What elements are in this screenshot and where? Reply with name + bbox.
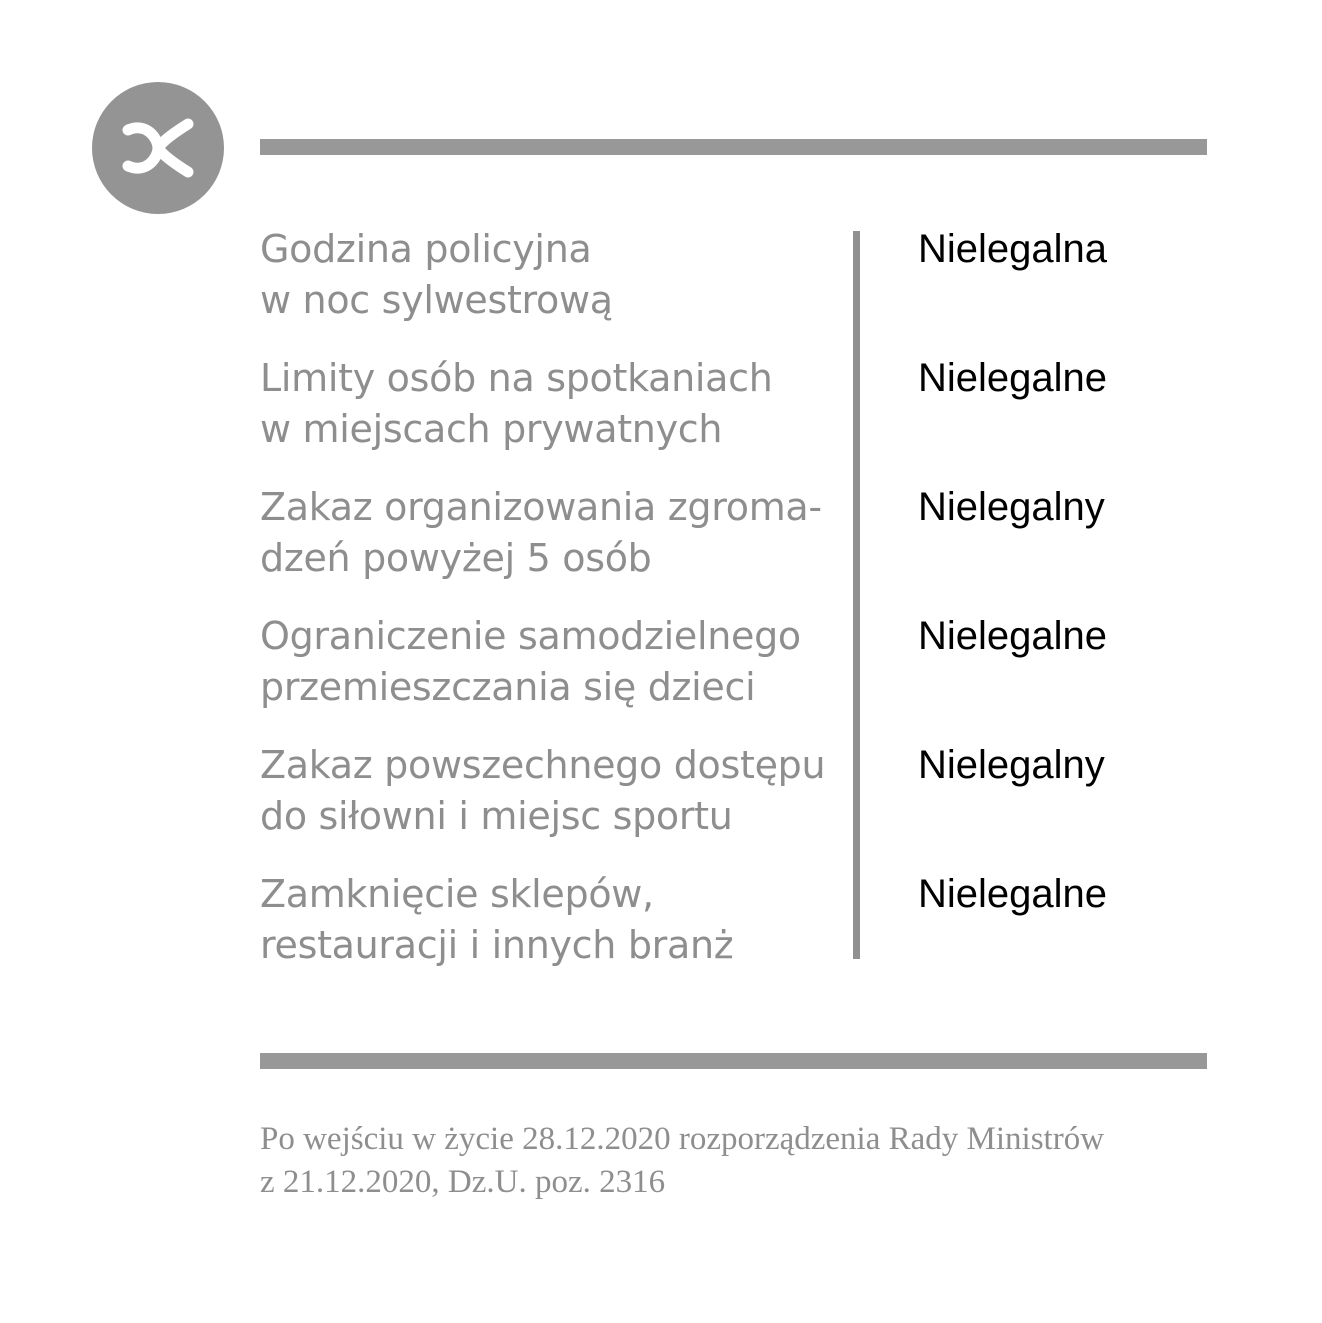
measure-label-line: przemieszczania się dzieci (260, 665, 756, 709)
measure-row (260, 224, 1207, 353)
verdict-label: Nielegalny (918, 743, 1105, 787)
measure-label (260, 224, 840, 326)
footnote-line: z 21.12.2020, Dz.U. poz. 2316 (260, 1164, 666, 1200)
measure-label (260, 482, 840, 584)
measure-label-line: w noc sylwestrową (260, 278, 613, 322)
verdict-label: Nielegalne (918, 356, 1108, 400)
measure-label-line: Limity osób na spotkaniach (260, 356, 773, 400)
top-divider (260, 139, 1207, 155)
legal-footnote (260, 1118, 1250, 1204)
verdict-label: Nielegalny (918, 485, 1105, 529)
brand-logo (92, 82, 224, 214)
measure-label (260, 869, 840, 971)
measure-label (260, 611, 840, 713)
measure-label-line: Ograniczenie samodzielnego (260, 614, 801, 658)
measure-label-line: dzeń powyżej 5 osób (260, 536, 652, 580)
measure-row (260, 869, 1207, 998)
measure-row (260, 740, 1207, 869)
verdict-label: Nielegalne (918, 614, 1108, 658)
measure-label (260, 353, 840, 455)
measure-label-line: do siłowni i miejsc sportu (260, 794, 733, 838)
measure-label-line: Zakaz powszechnego dostępu (260, 743, 826, 787)
measure-label-line: Zamknięcie sklepów, (260, 872, 654, 916)
bottom-divider (260, 1053, 1207, 1069)
verdict-label: Nielegalna (918, 227, 1108, 271)
measures-list (260, 224, 1207, 998)
measure-label-line: Godzina policyjna (260, 227, 592, 271)
footnote-line: Po wejściu w życie 28.12.2020 rozporządzenia Rady Ministrów (260, 1121, 1105, 1157)
brand-logo-icon (92, 82, 224, 214)
measure-label-line: restauracji i innych branż (260, 923, 734, 967)
measure-label (260, 740, 840, 842)
measure-row (260, 482, 1207, 611)
verdict-label: Nielegalne (918, 872, 1108, 916)
measure-label-line: Zakaz organizowania zgroma- (260, 485, 822, 529)
measure-label-line: w miejscach prywatnych (260, 407, 723, 451)
measure-row (260, 353, 1207, 482)
measure-row (260, 611, 1207, 740)
